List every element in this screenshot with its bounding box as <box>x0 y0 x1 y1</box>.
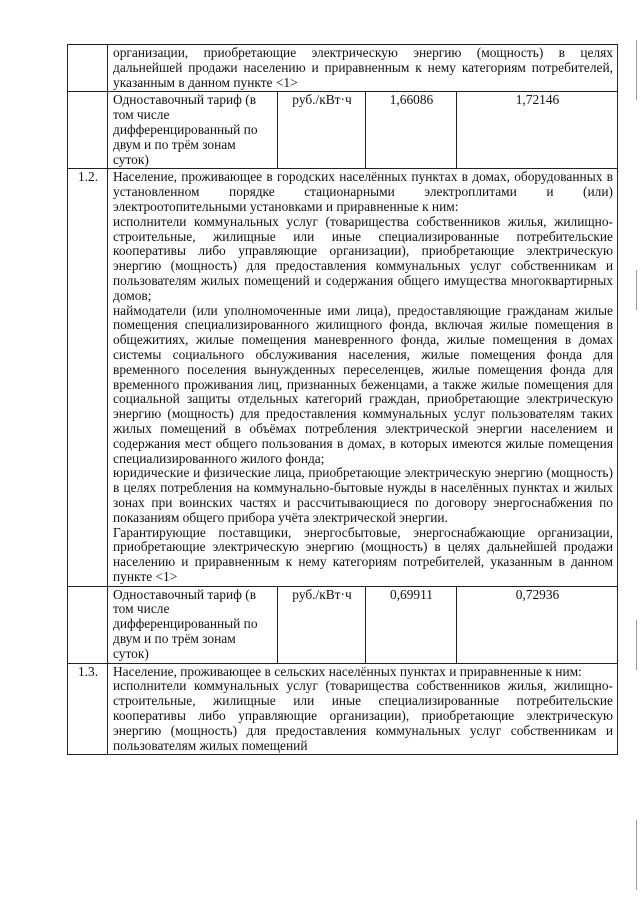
tariff-name: Одноставочный тариф (в том числе дифференцированный по двум и по трём зонам суток) <box>108 92 278 169</box>
tariff-table <box>67 44 618 755</box>
tariff-row <box>68 586 618 663</box>
tariff-unit: руб./кВт·ч <box>278 586 366 663</box>
description-paragraph: исполнители коммунальных услуг (товарищества собственников жилья, жилищно-строительные, жилищные или иные специализированные потребительские кооперативы либо управляющие организации), приобретающие электрическую энергию (мощность) для предоставления коммунальных услуг собственникам и пользователям жилых помещений и содержания общего имущества многоквартирных домов; <box>113 213 613 303</box>
tariff-name: Одноставочный тариф (в том числе дифференцированный по двум и по трём зонам суток) <box>108 586 278 663</box>
description-paragraph: наймодатели (или уполномоченные ими лица), предоставляющие гражданам жилые помещения специализированного жилищного фонда, включая жилые помещения в общежитиях, жилые помещения маневренного фонда, жилые помещения в домах системы социального обслуживания населения, жилые помещения фонда для временного поселения вынужденных переселенцев, жилые помещения фонда для временного проживания лиц, признанных беженцами, а также жилые помещения для социальной защиты отдельных категорий граждан, приобретающие электрическую энергию (мощность) для предоставления коммунальных услуг пользователям таких жилых помещений в объёмах потребления электрической энергии населением и содержания мест общего пользования в домах, в которых имеются жилые помещения специализированного жилого фонда; <box>113 302 613 466</box>
scan-edge-mark <box>636 270 637 310</box>
description-paragraph: юридические и физические лица, приобретающие электрическую энергию (мощность) в целях потребления на коммунально-бытовые нужды в населённых пунктах и жилых зонах при воинских частях и рассчитывающиеся по договору энергоснабжения по показаниям общего прибора учёта электрической энергии. <box>113 465 613 525</box>
description-paragraph: исполнители коммунальных услуг (товарищества собственников жилья, жилищно-строительные, жилищные или иные специализированные потребительские кооперативы либо управляющие организации), приобретающие электрическую энергию (мощность) для предоставления коммунальных услуг собственникам и пользователям жилых помещений <box>113 678 613 753</box>
description-paragraph: Население, проживающее в сельских населённых пунктах и приравненные к ним: <box>113 663 582 679</box>
row-number: 1.2. <box>68 169 108 586</box>
row-description <box>108 45 618 92</box>
row-description <box>108 169 618 586</box>
scan-edge-mark <box>636 820 637 890</box>
tariff-value-first-half: 0,69911 <box>366 586 457 663</box>
row-number <box>68 45 108 92</box>
row-number <box>68 586 108 663</box>
scan-edge-mark <box>636 40 637 100</box>
description-paragraph: Гарантирующие поставщики, энергосбытовые, энергоснабжающие организации, приобретающие электрическую энергию (мощность) в целях дальнейшей продажи населению и приравненным к нему категориям потребителей, указанным в данном пункте <1> <box>113 524 613 584</box>
tariff-value-second-half: 0,72936 <box>457 586 618 663</box>
row-number <box>68 92 108 169</box>
tariff-value-second-half: 1,72146 <box>457 92 618 169</box>
description-paragraph: Население, проживающее в городских населённых пунктах в домах, оборудованных в установленном порядке стационарными электроплитами и (или) электроотопительными установками и приравненные к ним: <box>113 169 613 214</box>
description-paragraph: организации, приобретающие электрическую энергию (мощность) в целях дальнейшей продажи населению и приравненным к нему категориям потребителей, указанным в данном пункте <1> <box>113 45 613 90</box>
scan-edge-mark <box>636 620 637 670</box>
tariff-value-first-half: 1,66086 <box>366 92 457 169</box>
section-row <box>68 45 618 92</box>
section-row <box>68 663 618 755</box>
row-description <box>108 663 618 755</box>
tariff-unit: руб./кВт·ч <box>278 92 366 169</box>
tariff-row <box>68 92 618 169</box>
row-number: 1.3. <box>68 663 108 755</box>
section-row <box>68 169 618 586</box>
